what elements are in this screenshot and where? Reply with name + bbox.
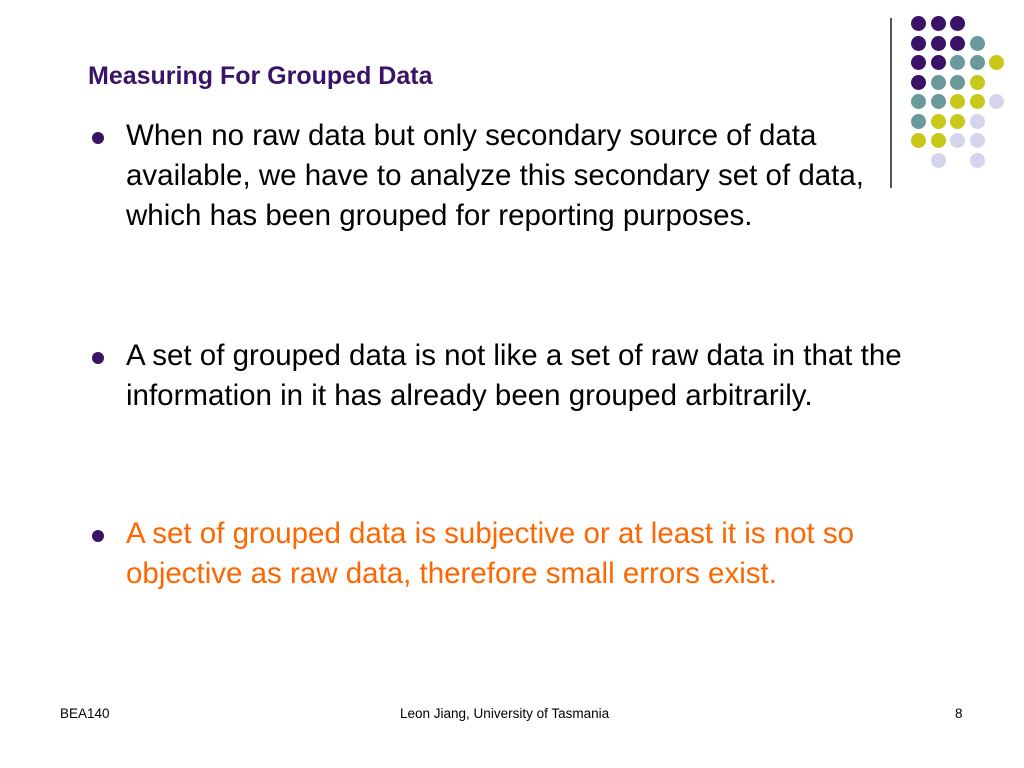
decorative-dot xyxy=(950,55,965,70)
bullet-text: A set of grouped data is not like a set of raw data in that the information in it has already been grouped arbitrarily. xyxy=(126,339,902,412)
decorative-dot xyxy=(970,55,985,70)
decorative-dot xyxy=(911,16,926,31)
decorative-dot xyxy=(931,55,946,70)
decorative-dot xyxy=(970,75,985,90)
bullet-marker xyxy=(92,132,104,144)
bullet-marker xyxy=(92,352,104,364)
decorative-dot xyxy=(911,94,926,109)
decorative-dot xyxy=(931,75,946,90)
decorative-dot xyxy=(970,94,985,109)
decorative-dot xyxy=(911,75,926,90)
decorative-dot xyxy=(970,36,985,51)
bullet-text: When no raw data but only secondary source of data available, we have to analyze this secondary set of data, which has been grouped for reporting purposes. xyxy=(126,119,864,232)
decorative-dot xyxy=(950,16,965,31)
decorative-dot xyxy=(989,94,1004,109)
decorative-dot xyxy=(970,153,985,168)
decorative-dot xyxy=(989,55,1004,70)
footer-page-number: 8 xyxy=(955,706,963,721)
footer-author: Leon Jiang, University of Tasmania xyxy=(400,706,610,721)
decorative-dot xyxy=(911,36,926,51)
decorative-dot xyxy=(931,94,946,109)
decorative-dot xyxy=(970,114,985,129)
decorative-dot xyxy=(970,133,985,148)
slide-title: Measuring For Grouped Data xyxy=(88,62,433,90)
decorative-dot xyxy=(931,16,946,31)
bullet-text: A set of grouped data is subjective or at least it is not so objective as raw data, therefore small errors exist. xyxy=(126,517,855,590)
decorative-dot xyxy=(911,55,926,70)
footer-course-code: BEA140 xyxy=(60,706,110,721)
bullet-marker xyxy=(92,530,104,542)
decorative-dot xyxy=(950,36,965,51)
decorative-dot xyxy=(950,133,965,148)
decorative-dot xyxy=(950,114,965,129)
decorative-dot xyxy=(931,36,946,51)
decorative-dot xyxy=(950,94,965,109)
decorative-dot xyxy=(950,75,965,90)
